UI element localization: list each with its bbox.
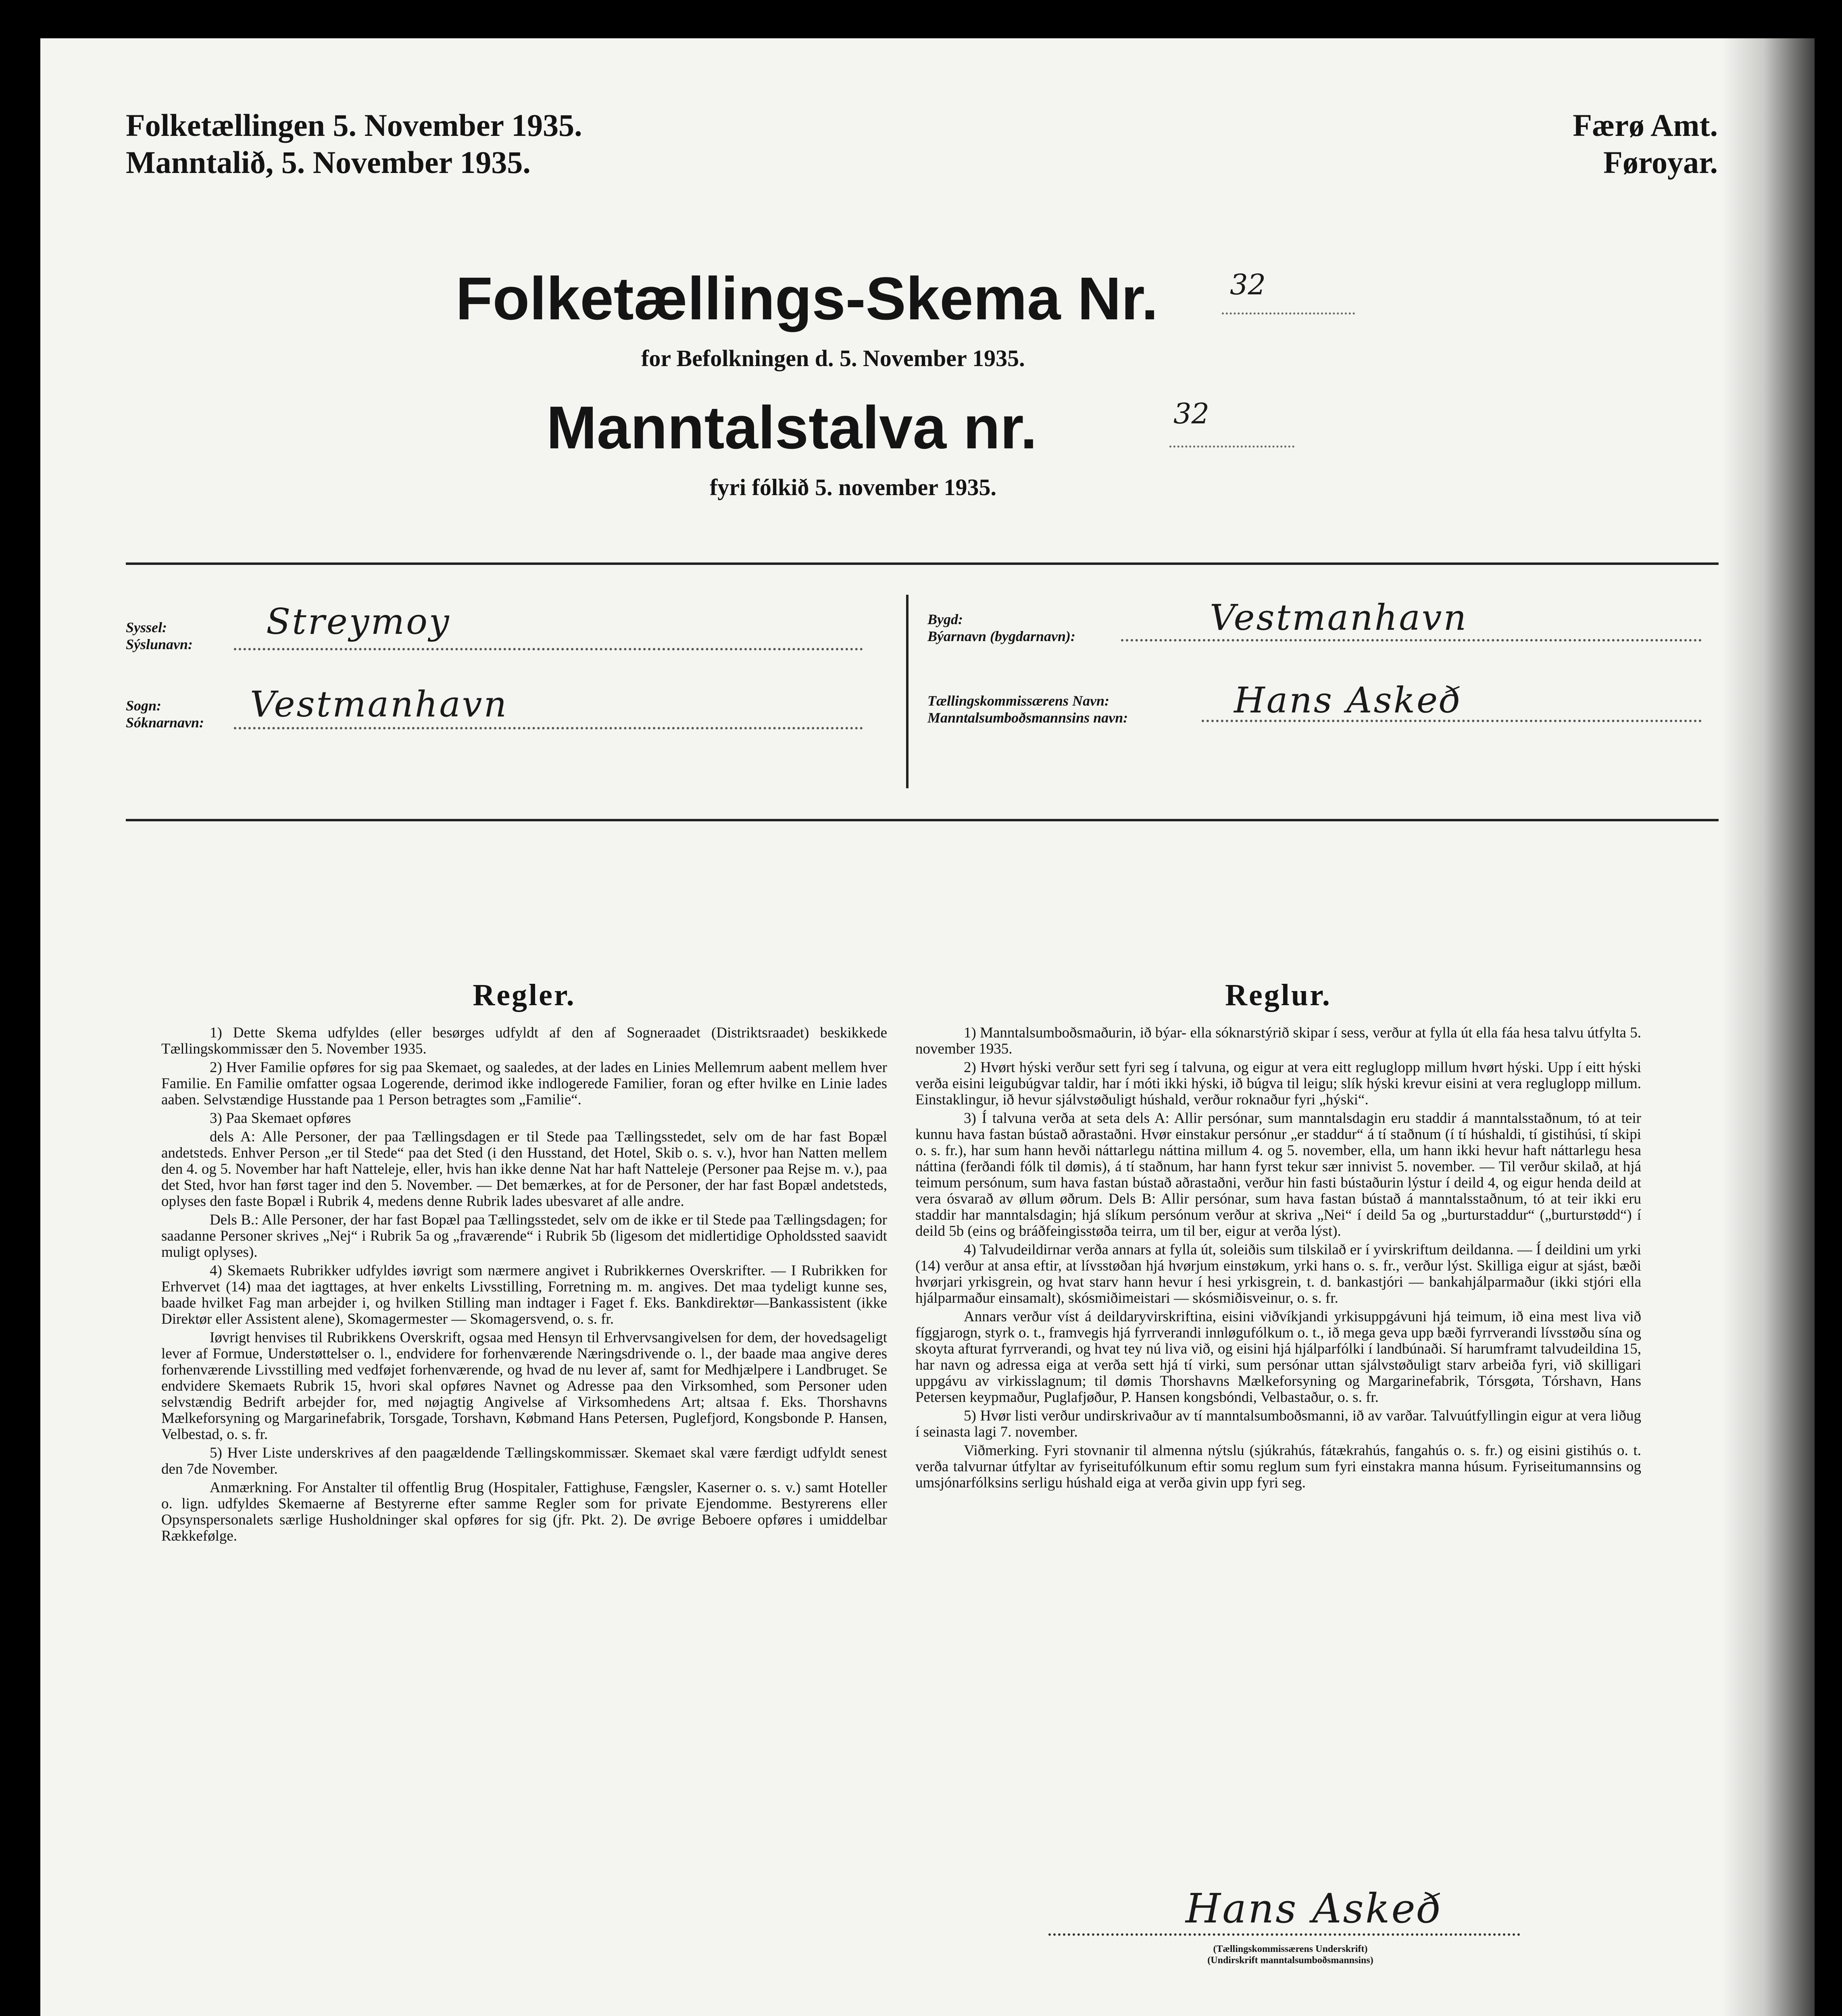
field-box-top-rule	[126, 562, 1719, 565]
header-title-danish: Folketællingen 5. November 1935.	[126, 108, 582, 143]
rule-paragraph: 3) Í talvuna verða at seta dels A: Allir persónar, sum manntalsdagin eru staddir á manntalsstaðnum, tó at teir kunnu hava fastan bústað aðrastaðni. Hvør einstakur persónur „er staddur“ á tí staðnum (í tí húshaldi, tí gistihúsi, tí skipi o. s. fr.), har sum hann hevði náttarlegu náttina millum 4. og 5. november, ella, um hann ikki hevur haft náttarlegu hesa náttina (ferðandi fólk til dømis), á tí staðnum, har hann fyrst tekur sær innivist 5. november. — Til verður skilað, at hjá teimum persónum, sum hava fastan bústað aðrastaðni, verður hin fasti bústaðurin lýstur í deild 4, og eigur henda deild at vera ósvarað av øllum øðrum. Dels B: Allir persónar, sum hava fastan bústað á manntalsstaðnum, tó at teir ikki eru staddir har manntalsdagin; hjá slíkum persónum verður at skriva „Nei“ í deild 5a og „burturstaddur“ („burturstødd“) í deild 5b (eins og bráðfeingisstøða teirra, um til ber, eigur at verða lýst).	[915, 1110, 1641, 1239]
rules-danish-column	[161, 978, 887, 1547]
schema-number-line-2	[1169, 446, 1294, 448]
header-title-faroese: Manntalið, 5. November 1935.	[126, 145, 531, 180]
rules-faroese-title: Reglur.	[1225, 978, 1331, 1012]
rule-paragraph: 2) Hver Familie opføres for sig paa Skemaet, og saaledes, at der lades en Linies Mellemrum aabent mellem hver Familie. En Familie omfatter ogsaa Logerende, derimod ikke indlogerede Familier, foran og efter hvilke en Linie lades aaben. Selvstændige Husstande paa 1 Person betragtes som „Familie“.	[161, 1059, 887, 1108]
sogn-line	[234, 727, 863, 729]
schema-title-danish: Folketællings-Skema Nr.	[456, 264, 1159, 332]
syssel-label: Syssel: Sýslunavn:	[126, 619, 193, 652]
kommissaer-label: Tællingskommissærens Navn: Manntalsumboðsmannsins navn:	[927, 693, 1128, 726]
bygd-line	[1121, 639, 1702, 641]
region-faroese: Føroyar.	[1603, 145, 1718, 180]
rule-paragraph: Annars verður víst á deildaryvirskriftina, eisini viðvíkjandi yrkisuppgávuni hjá teimum, ið eina mest liva við fíggjarogn, styrk o. t., framvegis hjá fyrrverandi innløgufólkum o. t., ið mega geva upp bæði fyrrverandi lívsstøðu sína og skoyta afturat fyrrverandi, og hvat tey nú liva við, og eisini hjá hjálparfólki í landbúnaði. Sí harumframt talvudeildina 15, har navn og adressa eiga at verða sett hjá tí virki, sum persónar uttan sjálvstøðuligt starv arbeiða fyri, við skilligari uppgávu av virkisslagnum; til dømis Thorshavns Mælkeforsyning og Margarinefabrik, Tórsgøta, Tórshavn, Hans Petersen keypmaður, Puglafjøður, P. Hansen kongsbóndi, Velbastaður, o. s. fr.	[915, 1308, 1641, 1406]
bygd-label: Bygd: Býarnavn (bygdarnavn):	[927, 611, 1075, 644]
page-edge-shadow	[1722, 38, 1815, 2016]
syssel-line	[234, 648, 863, 650]
rule-paragraph: Viðmerking. Fyri stovnanir til almenna nýtslu (sjúkrahús, fátækrahús, fangahús o. s. fr.) og eisini gistihús o. t. verða talvurnar útfyltar av fyriseitufólkunum eftir somu reglum sum fyri einstakra manna húsum. Fyriseitumannsins og umsjónarfólksins serligu húshald eiga at verða givin upp fyri seg.	[915, 1442, 1641, 1491]
schema-subtitle-danish: for Befolkningen d. 5. November 1935.	[641, 345, 1025, 371]
kommissaer-line	[1202, 720, 1702, 722]
rule-paragraph: 5) Hvør listi verður undirskrivaður av tí manntalsumboðsmanni, ið av varðar. Talvuútfyllingin eigur at vera liðug í seinasta lagi 7. november.	[915, 1408, 1641, 1440]
syssel-value: Streymoy	[266, 601, 451, 642]
rule-paragraph: 4) Skemaets Rubrikker udfyldes iøvrigt som nærmere angivet i Rubrikkernes Overskrifter. — I Rubrikken for Erhvervet (14) maa det iagttages, at hver enkelts Livsstilling, Forretning m. m. angives. Det maa tydeligt kunne ses, baade hvilket Fag man arbejder i, og hvilken Stilling man indtager i Faget f. Eks. Bankdirektør—Bankassistent (ikke Direktør eller Assistent alene), Skomagermester — Skomagersvend, o. s. fr.	[161, 1262, 887, 1327]
schema-number-line	[1222, 312, 1355, 314]
census-form-sheet	[40, 38, 1815, 2016]
schema-title-faroese: Manntalstalva nr.	[546, 394, 1038, 461]
schema-subtitle-faroese: fyri fólkið 5. november 1935.	[710, 474, 996, 500]
sogn-value: Vestmanhavn	[250, 683, 508, 725]
rule-paragraph: 1) Dette Skema udfyldes (eller besørges udfyldt af den af Sogneraadet (Distriktsraadet) beskikkede Tællingskommissær den 5. November 1935.	[161, 1025, 887, 1057]
rule-paragraph: 4) Talvudeildirnar verða annars at fylla út, soleiðis sum tilskilað er í yvirskriftum deildanna. — Í deildini um yrki (14) verður at ansa eftir, at lívsstøðan hjá hvørjum einstøkum, yrki hans o. s. fr., verður lýst. Skilliga eigur at sjást, bæði hvørjari yrkisgrein, og hvat starv hann hevur í hesi yrkisgrein, t. d. bankastjóri — bankahjálparmaður (ikki stjóri ella hjálparmaður einsamalt), skósmiðimeistari — skósmiðisveinur, o. s. fr.	[915, 1241, 1641, 1306]
rule-paragraph: 3) Paa Skemaet opføres	[210, 1110, 351, 1127]
rules-danish-title: Regler.	[473, 978, 576, 1012]
rule-paragraph: 5) Hver Liste underskrives af den paagældende Tællingskommissær. Skemaet skal være færdigt udfyldt senest den 7de November.	[161, 1445, 887, 1477]
field-box-bottom-rule	[126, 819, 1719, 821]
signature-line	[1048, 1933, 1520, 1936]
schema-number-handwritten: 32	[1230, 268, 1266, 301]
rule-paragraph: Anmærkning. For Anstalter til offentlig Brug (Hospitaler, Fattighuse, Fængsler, Kaserner o. s. v.) samt Hoteller o. lign. udfyldes Skemaerne af Bestyrerne efter samme Regler som for private Ejendomme. Bestyrerens eller Opsynspersonalets særlige Husholdninger skal opføres for sig (jfr. Pkt. 2). De øvrige Beboere opføres i umiddelbar Rækkefølge.	[161, 1479, 887, 1544]
sogn-label: Sogn: Sóknarnavn:	[126, 698, 204, 731]
rules-faroese-column	[915, 978, 1641, 1493]
schema-number-handwritten-2: 32	[1173, 397, 1210, 430]
rule-paragraph: dels A: Alle Personer, der paa Tællingsdagen er til Stede paa Tællingsstedet, selv om de har fast Bopæl andetsteds. Enhver Person „er til Stede“ paa det Sted (i den Husstand, det Hotel, Skib o. s. v.), hvor han Natten mellem den 4. og 5. November har haft Natteleje, eller, hvis han ikke denne Nat har haft Natteleje (Personer paa Rejse m. v.), paa det Sted, hvor han først tager ind den 5. November. — Det bemærkes, at for de Personer, der har fast Bopæl andetsteds, oplyses den faste Bopæl i Rubrik 4, medens denne Rubrik lades ubesvaret af alle andre.	[161, 1129, 887, 1210]
rule-paragraph: Iøvrigt henvises til Rubrikkens Overskrift, ogsaa med Hensyn til Erhvervsangivelsen for dem, der hovedsageligt lever af Formue, Understøttelser o. l., endvidere for forhenværende Næringsdrivende o. l., der baade maa angive deres forhenværende Livsstilling med vedføjet forhenværende, og hvad de nu lever af, samt for Medhjælpere i Landbruget. Se endvidere Skemaets Rubrik 15, hvori skal opføres Navnet og Adresse paa den Virksomhed, som Personer uden selvstændig Bedrift arbejder for, med nøjagtig Angivelse af Virksomhedens Art; altsaa f. Eks. Thorshavns Mælkeforsyning og Margarinefabrik, Torsgade, Torshavn, Købmand Hans Petersen, Puglefjord, Kongsbonde P. Hansen, Velbestad, o. s. fr.	[161, 1329, 887, 1443]
kommissaer-value: Hans Askeð	[1234, 679, 1463, 721]
rule-paragraph: 2) Hvørt hýski verður sett fyri seg í talvuna, og eigur at vera eitt regluglopp millum hvørt hýski. Upp í eitt hýski verða eisini leigubúgvar taldir, har í móti ikki hýski, ið búgva til leigu; slík hýski krevur eisini at vera regluglopp millum. Einstaklingur, ið hevur sjálvstøðuligt húshald, verður roknaður fyri „hýski“.	[915, 1059, 1641, 1108]
field-box-divider	[906, 595, 908, 788]
signature-caption: (Tællingskommissærens Underskrift) (Undirskrift manntalsumboðsmannsins)	[1207, 1944, 1373, 1966]
signature-value: Hans Askeð	[1186, 1885, 1443, 1932]
rule-paragraph: Dels B.: Alle Personer, der har fast Bopæl paa Tællingsstedet, selv om de ikke er til Stede paa Tællingsdagen; for saadanne Personer skrives „Nej“ i Rubrik 5a og „fraværende“ i Rubrik 5b (ligesom det midlertidige Opholdssted saavidt muligt oplyses).	[161, 1212, 887, 1260]
region-danish: Færø Amt.	[1573, 108, 1718, 143]
rule-paragraph: 1) Manntalsumboðsmaðurin, ið býar- ella sóknarstýrið skipar í sess, verður at fylla út ella fáa hesa talvu útfylta 5. november 1935.	[915, 1025, 1641, 1057]
bygd-value: Vestmanhavn	[1210, 597, 1468, 638]
